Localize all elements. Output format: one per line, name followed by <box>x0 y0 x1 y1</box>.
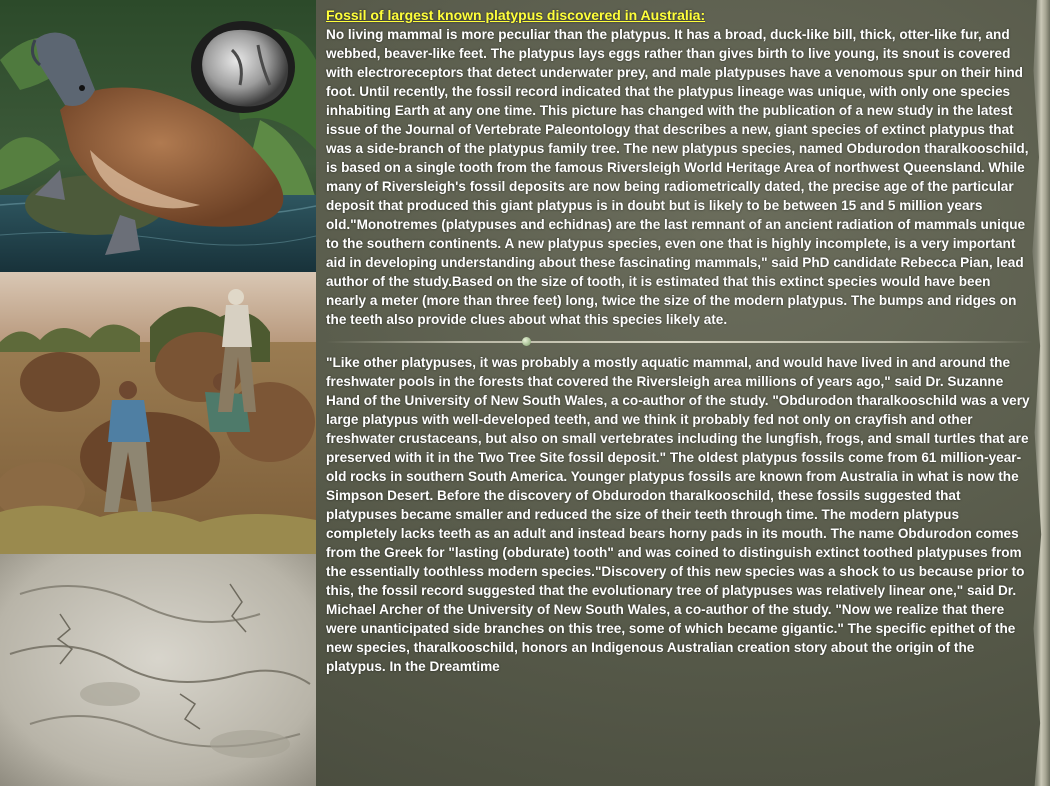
divider-knob <box>522 337 531 346</box>
article-paragraph-1: No living mammal is more peculiar than the platypus. It has a broad, duck-like bill, thick, otter-like fur, and webbed, beaver-like feet. The platypus lays eggs rather than gives birth to live young, its snout is covered with electroreceptors that detect underwater prey, and male platypuses have a venomous spur on their hind foot. Until recently, the fossil record indicated that the platypus lineage was unique, with only one species inhabiting Earth at any one time. This picture has changed with the publication of a new study in the latest issue of the Journal of Vertebrate Paleontology that describes a new, giant species of extinct platypus that was a side-branch of the platypus family tree. The new platypus species, named Obdurodon tharalkooschild, is based on a single tooth from the famous Riversleigh World Heritage Area of northwest Queensland. While many of Riversleigh's fossil deposits are now being radiometrically dated, the precise age of the particular deposit that produced this giant platypus is in doubt but is likely to be between 15 and 5 million years old."Monotremes (platypuses and echidnas) are the last remnant of an ancient radiation of mammals unique to the southern continents. A new platypus species, even one that is highly incomplete, is a very important aid in developing understanding about these fascinating mammals," said PhD candidate Rebecca Pian, lead author of the study.Based on the size of tooth, it is estimated that this extinct species would have been nearly a meter (more than three feet) long, twice the size of the modern platypus. The bumps and ridges on the teeth also provide clues about what this species likely ate. <box>326 27 1029 327</box>
platypus-illustration <box>0 0 316 272</box>
image-column <box>0 0 316 786</box>
excavation-photo <box>0 272 316 554</box>
fossil-slab-photo <box>0 554 316 786</box>
article-text <box>326 6 1032 676</box>
divider-line <box>326 341 1032 343</box>
article-paragraph-2: "Like other platypuses, it was probably a mostly aquatic mammal, and would have lived in and around the freshwater pools in the forests that covered the Riversleigh area millions of years ago," said Dr. Suzanne Hand of the University of New South Wales, a co-author of the study. "Obdurodon tharalkooschild was a very large platypus with well-developed teeth, and we think it probably fed not only on crayfish and other freshwater crustaceans, but also on small vertebrates including the lungfish, frogs, and small turtles that are preserved with it in the Two Tree Site fossil deposit." The oldest platypus fossils come from 61 million-year-old rocks in southern South America. Younger platypus fossils are known from Australia in what is now the Simpson Desert. Before the discovery of Obdurodon tharalkooschild, these fossils suggested that platypuses became smaller and reduced the size of their teeth through time. The modern platypus completely lacks teeth as an adult and instead bears horny pads in its mouth. The name Obdurodon comes from the Greek for "lasting (obdurate) tooth" and was coined to distinguish extinct toothed platypuses from the essentially toothless modern species."Discovery of this new species was a shock to us because prior to this, the fossil record suggested that the evolutionary tree of platypuses was relatively linear one," said Dr. Michael Archer of the University of New South Wales, a co-author of the study. "Now we realize that there were unanticipated side branches on this tree, some of which became gigantic." The specific epithet of the new species, tharalkooschild, honors an Indigenous Australian creation story about the origin of the platypus. In the Dreamtime <box>326 355 1030 674</box>
article-headline: Fossil of largest known platypus discovered in Australia: <box>326 7 706 23</box>
section-divider <box>326 335 1032 349</box>
